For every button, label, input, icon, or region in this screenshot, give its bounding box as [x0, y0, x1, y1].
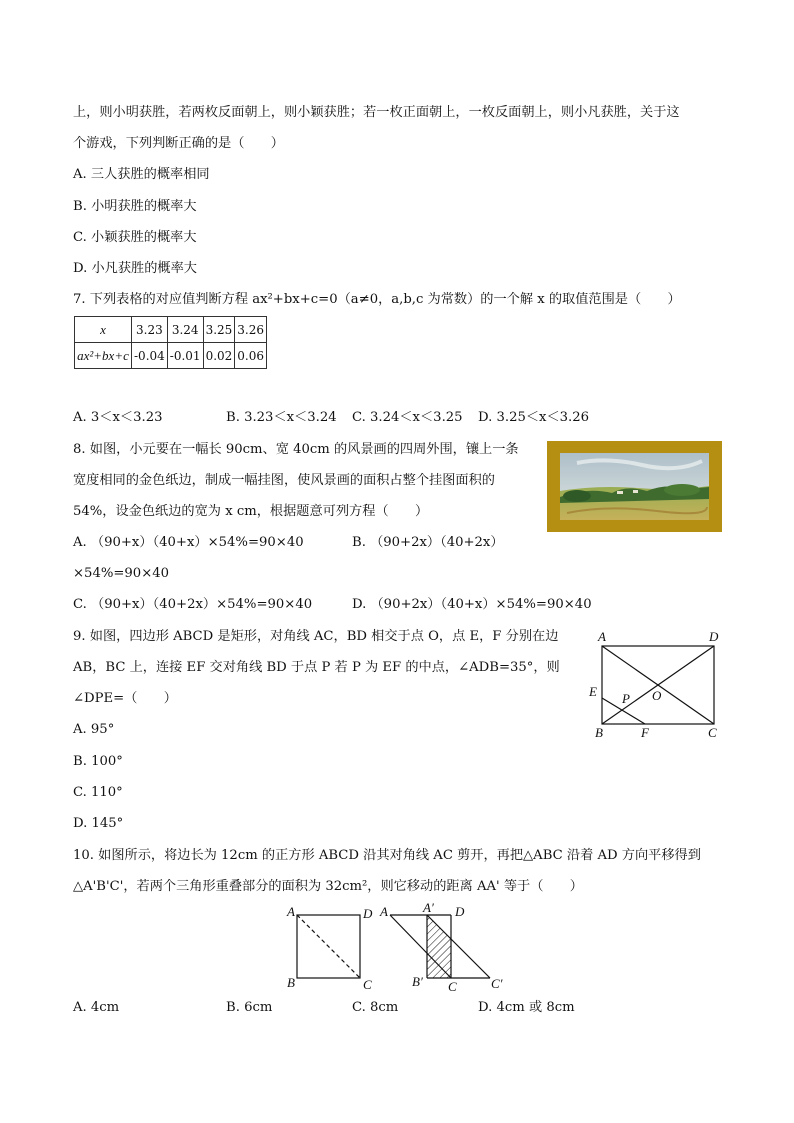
label-e: E — [589, 684, 597, 699]
q10-option-c: C. 8cm — [352, 1000, 399, 1015]
q10-line1: 10. 如图所示，将边长为 12cm 的正方形 ABCD 沿其对角线 AC 剪开，再把△ABC 沿着 AD 方向平移得到 — [73, 848, 701, 863]
q7-option-c: C. 3.24＜x＜3.25 — [352, 410, 463, 425]
q6-option-d: D. 小凡获胜的概率大 — [73, 261, 197, 276]
q8-line2: 宽度相同的金色纸边，制成一幅挂图，使风景画的面积占整个挂图面积的 — [73, 473, 495, 488]
landscape-painting-image — [547, 441, 722, 532]
q8-option-d: D. （90+2x）（40+x）×54%=90×40 — [352, 597, 592, 612]
label-o: O — [652, 688, 662, 703]
table-row — [75, 317, 267, 343]
q6-line1: 上，则小明获胜，若两枚反面朝上，则小颖获胜；若一枚正面朝上，一枚反面朝上，则小凡获胜，关于这 — [73, 105, 680, 120]
q9-line2: AB，BC 上，连接 EF 交对角线 BD 于点 P 若 P 为 EF 的中点，∠ADB=35°，则 — [73, 660, 560, 675]
table-cell: x — [75, 317, 132, 343]
label-a: A — [287, 904, 295, 919]
q8-option-b: B. （90+2x）（40+2x） — [352, 535, 504, 550]
q6-option-b: B. 小明获胜的概率大 — [73, 199, 197, 214]
label-d: D — [709, 629, 719, 644]
table-cell: 0.06 — [235, 343, 267, 369]
label-a: A — [598, 629, 606, 644]
table-cell: -0.04 — [132, 343, 168, 369]
label-f: F — [641, 725, 649, 740]
q7-option-a: A. 3＜x＜3.23 — [73, 410, 163, 425]
q10-option-d: D. 4cm 或 8cm — [478, 1000, 575, 1015]
label-c: C — [363, 977, 372, 992]
label-c: C — [448, 979, 457, 994]
label-c: C — [708, 725, 717, 740]
label-a: A — [380, 904, 388, 919]
q7-option-d: D. 3.25＜x＜3.26 — [478, 410, 590, 425]
table-cell: 0.02 — [203, 343, 235, 369]
table-cell: -0.01 — [167, 343, 203, 369]
rectangle-diagram — [585, 626, 725, 741]
q10-option-b: B. 6cm — [226, 1000, 273, 1015]
q6-option-c: C. 小颖获胜的概率大 — [73, 230, 197, 245]
q7-option-b: B. 3.23＜x＜3.24 — [226, 410, 337, 425]
q8-option-a: A. （90+x）（40+x）×54%=90×40 — [73, 535, 304, 550]
table-cell: ax²+bx+c — [75, 343, 132, 369]
table-cell: 3.25 — [203, 317, 235, 343]
q10-option-a: A. 4cm — [73, 1000, 120, 1015]
q8-line3: 54%，设金色纸边的宽为 x cm，根据题意可列方程（ ） — [73, 504, 429, 519]
label-c-prime: C′ — [491, 976, 503, 991]
label-d: D — [363, 906, 373, 921]
table-cell: 3.23 — [132, 317, 168, 343]
label-b: B — [287, 975, 295, 990]
label-b-prime: B′ — [412, 974, 423, 989]
label-p: P — [622, 691, 630, 706]
q6-option-a: A. 三人获胜的概率相同 — [73, 167, 210, 182]
q9-option-d: D. 145° — [73, 816, 124, 831]
table-cell: 3.24 — [167, 317, 203, 343]
table-cell: 3.26 — [235, 317, 267, 343]
label-d: D — [455, 904, 465, 919]
square-diagram — [283, 900, 378, 992]
q9-option-a: A. 95° — [73, 722, 115, 737]
q9-option-b: B. 100° — [73, 754, 123, 769]
q9-line3: ∠DPE=（ ） — [73, 691, 177, 706]
label-a-prime: A′ — [423, 900, 434, 915]
q9-option-c: C. 110° — [73, 785, 123, 800]
q8-line1: 8. 如图，小元要在一幅长 90cm、宽 40cm 的风景画的四周外围，镶上一条 — [73, 442, 519, 457]
q10-line2: △A'B'C'，若两个三角形重叠部分的面积为 32cm²，则它移动的距离 AA' 等于（ ） — [73, 879, 583, 894]
q7-value-table — [74, 316, 267, 369]
q9-line1: 9. 如图，四边形 ABCD 是矩形，对角线 AC，BD 相交于点 O，点 E，F 分别在边 — [73, 629, 559, 644]
q8-option-c: C. （90+x）（40+2x）×54%=90×40 — [73, 597, 313, 612]
table-row — [75, 343, 267, 369]
label-b: B — [595, 725, 603, 740]
q7-stem: 7. 下列表格的对应值判断方程 ax²+bx+c=0（a≠0，a,b,c 为常数）的一个解 x 的取值范围是（ ） — [73, 292, 681, 307]
q6-line2: 个游戏，下列判断正确的是（ ） — [73, 136, 284, 151]
translated-triangles-diagram — [378, 898, 510, 994]
q8-option-b-cont: ×54%=90×40 — [73, 566, 170, 581]
